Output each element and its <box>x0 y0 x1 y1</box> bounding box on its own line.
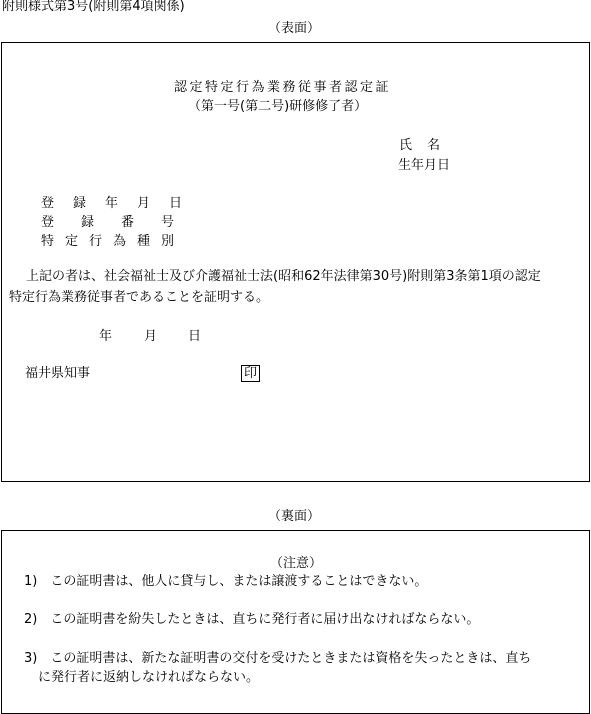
notes-title: （注意） <box>270 556 323 571</box>
issuer-name: 福井県知事 <box>25 366 91 381</box>
back-side-label: （裏面） <box>268 509 321 524</box>
date-day-label: 日 <box>188 329 202 344</box>
registration-number-label: 登録番号 <box>41 215 202 230</box>
certificate-back <box>1 530 590 714</box>
date-year-label: 年 <box>99 329 113 344</box>
certificate-title: 認定特定行為業務従事者認定証 <box>174 80 392 95</box>
certification-text-line1: 上記の者は、社会福祉士及び介護福祉士法(昭和62年法律第30号)附則第3条第1項の認定 <box>26 269 541 284</box>
certification-text-line2: 特定行為業務従事者であることを証明する。 <box>9 290 270 305</box>
certificate-subtitle: （第一号(第二号)研修修了者） <box>188 99 368 114</box>
certificate-front <box>1 42 590 482</box>
registration-date-label: 登録年月日 <box>41 196 202 211</box>
front-side-label: （表面） <box>268 21 321 36</box>
note-item-1: 1) この証明書は、他人に貸与し、または譲渡することはできない。 <box>24 574 428 589</box>
date-month-label: 月 <box>144 329 158 344</box>
specified-act-type-label: 特定行為種別 <box>41 234 186 249</box>
name-label: 氏名 <box>399 138 456 153</box>
note-item-2: 2) この証明書を紛失したときは、直ちに発行者に届け出なければならない。 <box>24 612 480 627</box>
form-header: 附則様式第3号(附則第4項関係) <box>2 0 185 14</box>
note-item-3-line2: に発行者に返納しなければならない。 <box>38 670 260 685</box>
birthdate-label: 生年月日 <box>398 158 451 173</box>
note-item-3-line1: 3) この証明書は、新たな証明書の交付を受けたときまたは資格を失ったときは、直ち <box>24 651 532 666</box>
official-seal: 印 <box>241 365 260 382</box>
